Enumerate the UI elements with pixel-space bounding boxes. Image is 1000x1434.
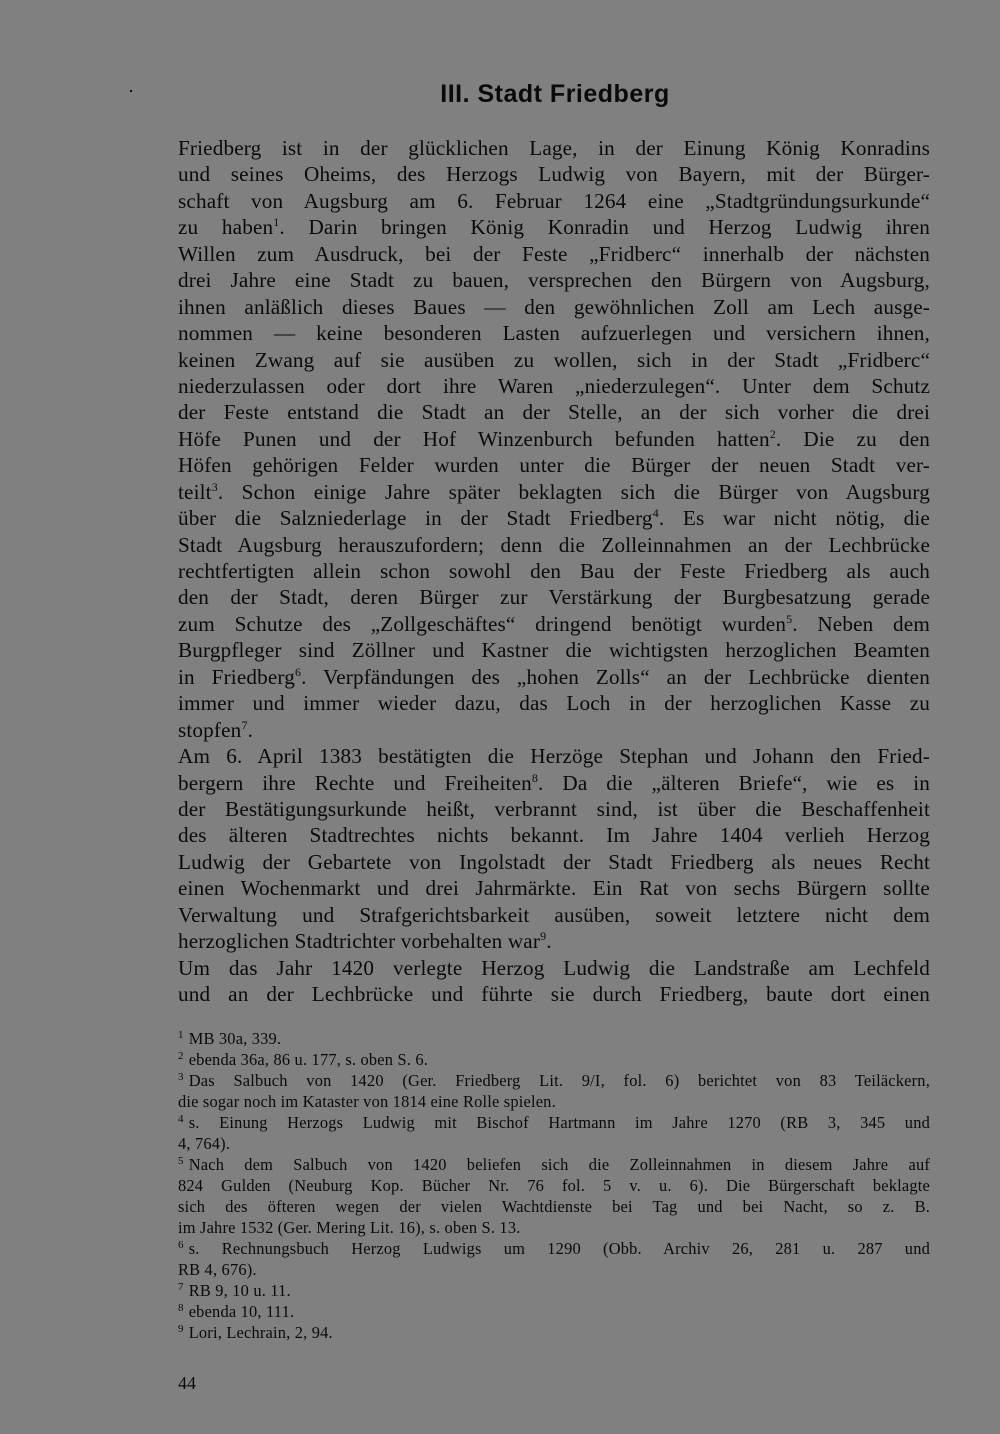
body-line: Stadt Augsburg herauszufordern; denn die Zolleinnahmen an der Lechbrücke (178, 532, 930, 557)
body-line: über die Salzniederlage in der Stadt Friedberg$^4$. Es war nicht nötig, die (178, 506, 930, 531)
body-line: den der Stadt, deren Bürger zur Verstärkung der Burgbesatzung gerade (178, 585, 930, 610)
footnote-line: 4, 764). (178, 1134, 231, 1153)
body-line: herzoglichen Stadtrichter vorbehalten war$^9$. (178, 929, 552, 954)
footnote-number: 2 (178, 1049, 184, 1062)
body-line: Um das Jahr 1420 verlegte Herzog Ludwig die Landstraße am Lechfeld (178, 955, 930, 980)
body-line: und an der Lechbrücke und führte sie durch Friedberg, baute dort einen (178, 982, 930, 1006)
footnote-line: 824 Gulden (Neuburg Kop. Bücher Nr. 76 fol. 5 v. u. 6). Die Bürgerschaft beklagte (178, 1176, 930, 1195)
footnote-reference: 6 (295, 664, 302, 679)
footnote-line: RB 4, 676). (178, 1260, 257, 1279)
chapter-heading (0, 80, 1000, 109)
footnote-line: $^9$ Lori, Lechrain, 2, 94. (178, 1322, 333, 1342)
body-line: der Feste entstand die Stadt an der Stelle, an der sich vorher die drei (178, 400, 930, 425)
body-line: und seines Oheims, des Herzogs Ludwig von Bayern, mit der Bürger- (178, 162, 930, 187)
body-line: des älteren Stadtrechtes nichts bekannt. Im Jahre 1404 verlieh Herzog (178, 823, 930, 848)
chapter-heading-text: III. Stadt Friedberg (440, 80, 670, 108)
footnote-number: 1 (178, 1028, 184, 1041)
body-line: stopfen$^7$. (178, 717, 254, 742)
footnote-line: $^1$ MB 30a, 339. (178, 1028, 282, 1048)
body-line: Willen zum Ausdruck, bei der Feste „Fridberc“ innerhalb der nächsten (178, 241, 930, 266)
footnote-reference: 8 (531, 770, 539, 785)
footnote-number: 7 (178, 1280, 184, 1293)
body-line: Verwaltung und Strafgerichtsbarkeit ausüben, soweit letztere nicht dem (178, 902, 930, 927)
body-line: nommen — keine besonderen Lasten aufzuerlegen und versichern ihnen, (178, 321, 930, 346)
body-line: niederzulassen oder dort ihre Waren „niederzulegen“. Unter dem Schutz (178, 373, 930, 398)
footnote-line: im Jahre 1532 (Ger. Mering Lit. 16), s. oben S. 13. (178, 1218, 521, 1237)
body-line: keinen Zwang auf sie ausüben zu wollen, sich in der Stadt „Fridberc“ (178, 347, 930, 372)
body-line: zum Schutze des „Zollgeschäftes“ dringend benötigt wurden$^5$. Neben dem (178, 611, 930, 636)
body-line: Am 6. April 1383 bestätigten die Herzöge Stephan und Johann den Fried- (178, 744, 930, 769)
footnote-reference: 4 (652, 506, 659, 521)
body-line: Friedberg ist in der glücklichen Lage, in der Einung König Konradins (178, 136, 930, 160)
body-line: immer und immer wieder dazu, das Loch in der herzoglichen Kasse zu (178, 691, 930, 716)
body-line: zu haben$^1$. Darin bringen König Konradin und Herzog Ludwig ihren (178, 215, 930, 240)
footnote-line: sich des öfteren wegen der vielen Wachtdienste bei Tag und bei Nacht, so z. B. (178, 1197, 930, 1216)
footnote-reference: 2 (769, 426, 776, 441)
footnote-reference: 3 (211, 479, 218, 494)
body-line: Ludwig der Gebartete von Ingolstadt der Stadt Friedberg als neues Recht (178, 849, 930, 874)
footnote-line: $^8$ ebenda 10, 111. (178, 1301, 295, 1321)
body-line: Höfe Punen und der Hof Winzenburch befunden hatten$^2$. Die zu den (178, 426, 930, 451)
footnote-number: 3 (178, 1070, 184, 1083)
footnote-line: $^7$ RB 9, 10 u. 11. (178, 1280, 291, 1300)
body-line: Höfen gehörigen Felder wurden unter die Bürger der neuen Stadt ver- (178, 453, 930, 478)
footnote-line: $^6$ s. Rechnungsbuch Herzog Ludwigs um 1290 (Obb. Archiv 26, 281 u. 287 und (178, 1238, 930, 1258)
footnote-reference: 7 (241, 717, 248, 732)
footnotes (178, 1028, 930, 1343)
footnote-number: 8 (178, 1301, 184, 1314)
footnote-number: 9 (178, 1322, 184, 1335)
body-line: der Bestätigungsurkunde heißt, verbrannt sind, ist über die Beschaffenheit (178, 796, 930, 821)
body-line: drei Jahre eine Stadt zu bauen, versprechen den Bürgern von Augsburg, (178, 268, 930, 293)
footnote-line: $^3$ Das Salbuch von 1420 (Ger. Friedberg Lit. 9/I, fol. 6) berichtet von 83 Teiläckern, (178, 1070, 930, 1090)
footnote-number: 6 (178, 1238, 184, 1251)
footnote-number: 4 (178, 1112, 184, 1125)
body-line: rechtfertigten allein schon sowohl den Bau der Feste Friedberg als auch (178, 559, 930, 583)
footnote-reference: 5 (786, 611, 793, 626)
footnote-line: $^4$ s. Einung Herzogs Ludwig mit Bischof Hartmann im Jahre 1270 (RB 3, 345 und (178, 1112, 930, 1132)
page-number: 44 (178, 1373, 196, 1393)
footnote-number: 5 (178, 1154, 184, 1167)
body-text (178, 135, 930, 1007)
body-line: einen Wochenmarkt und drei Jahrmärkte. Ein Rat von sechs Bürgern sollte (178, 876, 930, 901)
body-line: bergern ihre Rechte und Freiheiten$^8$. Da die „älteren Briefe“, wie es in (178, 770, 930, 795)
body-line: ihnen anläßlich dieses Baues — den gewöhnlichen Zoll am Lech ausge- (178, 294, 930, 319)
body-line: teilt$^3$. Schon einige Jahre später beklagten sich die Bürger von Augsburg (178, 479, 930, 504)
footnote-line: $^2$ ebenda 36a, 86 u. 177, s. oben S. 6. (178, 1049, 429, 1069)
footnote-line: $^5$ Nach dem Salbuch von 1420 beliefen sich die Zolleinnahmen in diesem Jahre auf (178, 1154, 930, 1174)
footnote-reference: 1 (273, 215, 280, 230)
footnote-line: die sogar noch im Kataster von 1814 eine Rolle spielen. (178, 1092, 556, 1111)
body-line: schaft von Augsburg am 6. Februar 1264 eine „Stadtgründungsurkunde“ (178, 188, 930, 213)
body-line: in Friedberg$^6$. Verpfändungen des „hohen Zolls“ an der Lechbrücke dienten (178, 664, 930, 689)
footnote-reference: 9 (540, 929, 547, 944)
body-line: Burgpfleger sind Zöllner und Kastner die wichtigsten herzoglichen Beamten (178, 638, 930, 663)
